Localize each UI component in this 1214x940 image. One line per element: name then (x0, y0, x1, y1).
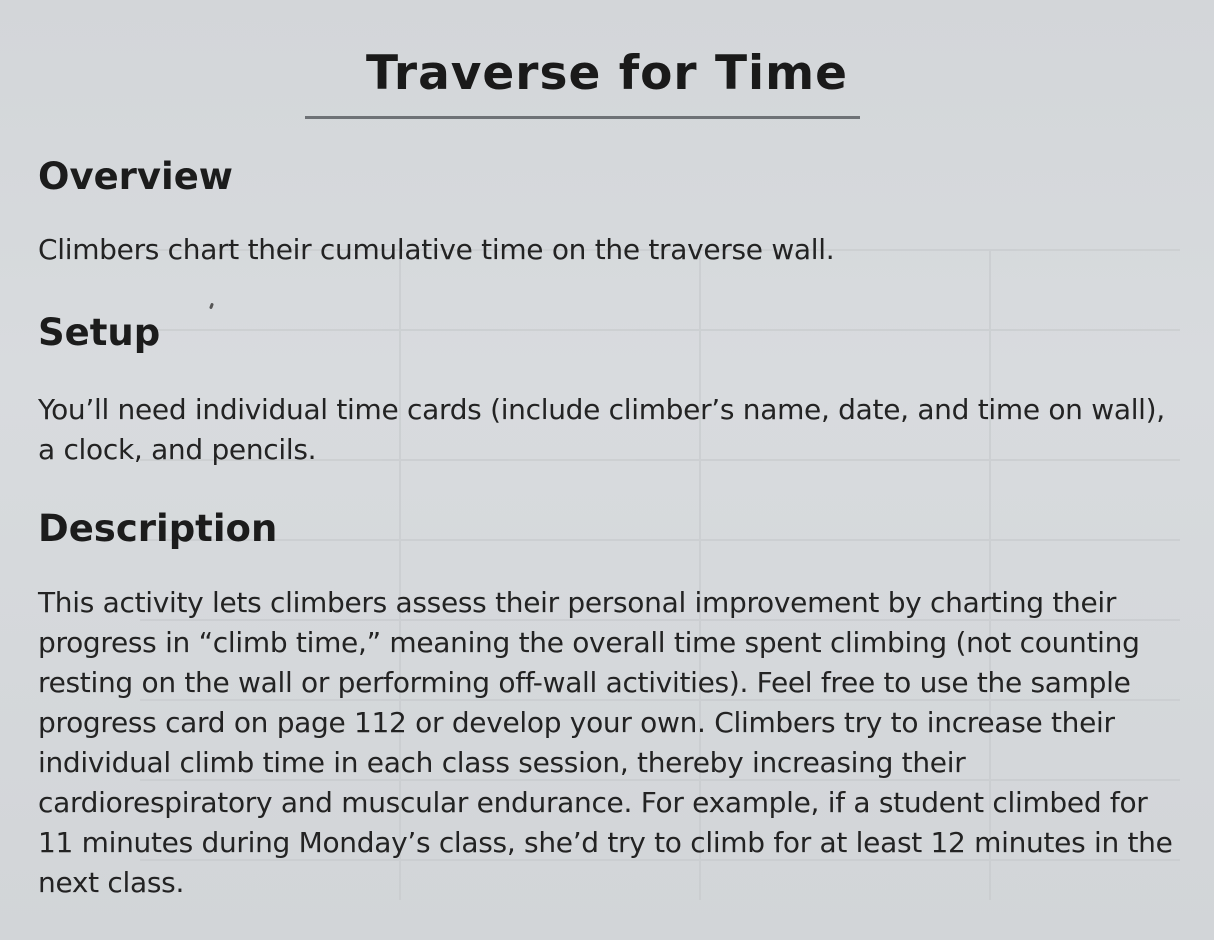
section-heading-description: Description (38, 507, 278, 550)
page-title: Traverse for Time (366, 46, 848, 101)
title-underline (305, 116, 860, 119)
section-heading-setup: Setup (38, 311, 161, 354)
section-body-description: This activity lets climbers assess their personal improvement by charting their progress in “climb time,” meaning the overall time spent climbing (not counting resting on the wall or performing off-wall activities). Feel free to use the sample progress card on page 112 or develop your own. Climbers try to increase their individual climb time in each class session, thereby increasing their cardiorespiratory and muscular endurance. For example, if a student climbed for 11 minutes during Monday’s class, she’d try to climb for at least 12 minutes in the next class. (38, 586, 1173, 899)
section-body-setup: You’ll need individual time cards (include climber’s name, date, and time on wall), a clock, and pencils. (38, 393, 1165, 466)
section-heading-overview: Overview (38, 155, 233, 198)
paper-speck (209, 303, 214, 310)
section-body-overview: Climbers chart their cumulative time on the traverse wall. (38, 233, 835, 266)
